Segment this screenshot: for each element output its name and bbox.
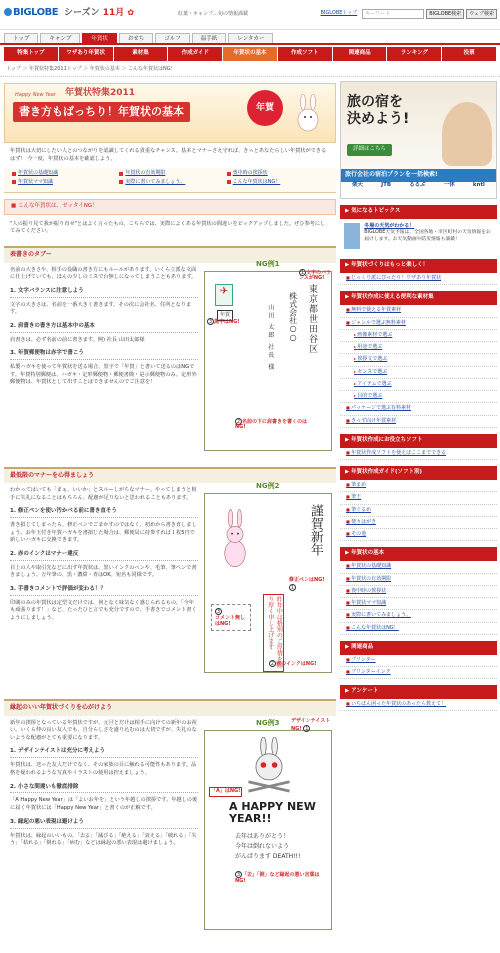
- side-s1-title: ▶ 年賀状づくりはもっと楽しく！: [340, 259, 497, 273]
- side-s7: [340, 699, 497, 711]
- side-s3: [340, 448, 497, 460]
- ad-headline: 旅の宿を 決めよう!: [347, 94, 410, 128]
- link-trivia[interactable]: 年賀状ママ知識: [12, 179, 113, 186]
- biglobe-search-button[interactable]: BIGLOBE検索: [426, 9, 464, 19]
- subtab-top[interactable]: 特集トップ: [4, 47, 58, 61]
- rabbit-card-icon: [213, 508, 257, 574]
- banner-hny: Happy New Year: [15, 92, 56, 99]
- ad-partner-logos: 楽天 JTB るるぶ 一休 kntl: [352, 182, 485, 189]
- subtab-ranking[interactable]: ランキング: [387, 47, 441, 61]
- section-2-text: わかってはいても「まぁ、いいか」とスルーしがちなマナー。やってしまうと相手に失礼になることはもちろん、配慮が足りないと思われることもあります。 1. 修正ペンを使い汚かべる前に書き直そう 書き損じてしまったら、修正ペンでごまかすのではなく、初めから書き直しましょう。お年玉付き年賀ハガキを書損じた場合は、郵便局に持参すれば１枚5円で新しいハガキに交換できます。 2. 赤のインクはマナー違反 目上の人や取引先などに出す年賀状は、黒いインクのペンや、毛筆、筆ペンで書きましょう。万年筆の、黒・濃紺・青はOK。宛名も同様です。 3. 手書きコメントで評価が変わる！？ 印刷のみの年賀状は定型文だけでは、何となく味気なく感じられるもの。「今年も頑張ります！」など、たったひと言でも充分ですので、手書きでコメント書くようにしましょう。: [10, 487, 197, 621]
- section-3: [4, 716, 336, 936]
- annot-red-ink: 2 赤のインクはNG!: [270, 661, 317, 668]
- ng-example-2-label: NG例2: [256, 482, 280, 491]
- card-line-1: 去年はありがとう！: [235, 832, 290, 840]
- page-title: 書き方もばっちり！年賀状の基本: [13, 102, 190, 122]
- hero-banner: [4, 83, 336, 143]
- side-link[interactable]: ■ 実際に書いてみましょう。: [340, 610, 497, 622]
- link-basics[interactable]: 年賀状の基礎知識: [12, 170, 113, 177]
- recipient-name: 山田 太郎 社長 様: [266, 303, 274, 372]
- link-practice[interactable]: 実際に書いてみましょう。: [119, 179, 220, 186]
- address-text: 東京都世田谷区: [307, 283, 318, 354]
- section-2-title: 最低限のマナーを心得ましょう: [4, 467, 336, 484]
- side-link[interactable]: ▸ 画像素材で選ぶ: [340, 330, 497, 342]
- sidebar: [340, 77, 497, 711]
- header-search: [321, 9, 498, 19]
- tab-golf[interactable]: ゴルフ: [155, 33, 190, 43]
- ng-heading: ■ こんな年賀状は、ゼッタイNG！: [4, 199, 336, 215]
- annot-balance: 1 文字のバランスがNG!: [299, 269, 332, 282]
- card-line-2: 今年は倒れないよう: [235, 842, 290, 850]
- side-s7-title: ▶ アンケート: [340, 685, 497, 699]
- side-s5: [340, 561, 497, 635]
- ng-example-3-label: NG例3: [256, 718, 280, 727]
- side-link[interactable]: ■ 筆ぐるめ: [340, 505, 497, 517]
- sub-tabs: [0, 45, 500, 63]
- link-ng[interactable]: こんな年賀状はNG！: [227, 179, 328, 186]
- side-link[interactable]: ■ 年賀状の有効期限: [340, 574, 497, 586]
- company-text: 株式会社○○: [288, 291, 298, 342]
- tab-rentacar[interactable]: レンタカー: [228, 33, 273, 43]
- section-1: [4, 259, 336, 463]
- search-input[interactable]: キーワード: [362, 9, 424, 19]
- section-2: [4, 483, 336, 695]
- skull-bunny-icon: [241, 737, 297, 793]
- side-s6-title: ▶ 関連商品: [340, 641, 497, 655]
- red-ink-message: 昨年中は格別のご厚情を賜り厚く申し上げます: [263, 594, 284, 672]
- side-link[interactable]: ■ 無料で使える年賀素材: [340, 305, 497, 317]
- section-1-title: 表書きのタブー: [4, 246, 336, 263]
- annot-design: デザインテイストNG! 1: [291, 717, 331, 732]
- tab-letter[interactable]: 温手紙: [192, 33, 227, 43]
- ad-model-photo: [442, 102, 492, 166]
- hny-card-text: A HAPPY NEW YEAR!!: [229, 799, 316, 825]
- side-link[interactable]: ■ 喪中時の挨拶状: [340, 586, 497, 598]
- tab-osechi[interactable]: おせち: [119, 33, 153, 43]
- side-link[interactable]: ■ 年賀状作成ソフトを使えばここまでできる: [340, 448, 497, 460]
- side-s2: [340, 305, 497, 428]
- side-link[interactable]: ▸ 用途で選ぶ: [340, 342, 497, 354]
- annot-correction-pen: 修正ペンはNG! 1: [289, 577, 325, 591]
- section-3-title: 縁起のいい年賀状づくりを心がけよう: [4, 699, 336, 716]
- lead-text: "人の振り見て我が振り直せ"とはよく言ったもの。こちらでは、実際によくある年賀状の間違いをピックアップしました。ぜひ参考にしてみてください。: [10, 220, 326, 235]
- travel-ad[interactable]: [340, 81, 497, 199]
- subtab-materials[interactable]: 素材集: [114, 47, 168, 61]
- season-title: シーズン 11月 ✿: [64, 8, 135, 18]
- logo-mark-icon: [4, 8, 12, 16]
- topic-photo: [344, 223, 360, 249]
- topics-title: ▶ 気になるトピックス: [340, 205, 497, 219]
- tab-top[interactable]: トップ: [4, 33, 38, 43]
- subtab-basics[interactable]: 年賀状の基本: [223, 47, 277, 61]
- annot-title-position: 2 名前の下に肩書きを書くのはNG!: [235, 418, 308, 431]
- annot-no-comment: 3 コメント無しはNG!: [211, 604, 251, 631]
- annot-black-ink: 3 黒字はNG!: [208, 318, 240, 325]
- side-s4-title: ▶ 年賀状作成ガイド(ソフト別): [340, 466, 497, 480]
- basics-link-grid: [4, 168, 336, 193]
- side-link[interactable]: ■ 楽々はがき: [340, 517, 497, 529]
- site-header: [0, 0, 500, 30]
- card-line-3: がんばります DEATH!!!: [235, 852, 301, 860]
- side-s1: [340, 273, 497, 285]
- side-link[interactable]: ■ プリンター: [340, 655, 497, 667]
- header-links[interactable]: 紅葉・キャンプ…旬の情報満載: [178, 11, 249, 17]
- side-link[interactable]: ■ 年賀状ママ知識: [340, 598, 497, 610]
- side-link[interactable]: ■ じっくり派にぴったり！ワザあり年賀状: [340, 273, 497, 285]
- crane-stamp-icon: ✈: [219, 285, 229, 297]
- side-link[interactable]: ▸ 目的で選ぶ: [340, 391, 497, 403]
- side-link[interactable]: ▸ センスで選ぶ: [340, 367, 497, 379]
- side-s6: [340, 655, 497, 680]
- subtab-wazaari[interactable]: ワザあり年賀状: [59, 47, 113, 61]
- topic-link[interactable]: 冬場の天気がわかる！: [364, 223, 415, 230]
- ad-strip[interactable]: 旅行会社の宿泊プランを一括検索!: [341, 169, 496, 182]
- stamp-box: [215, 284, 233, 306]
- subtab-guide[interactable]: 作成ガイド: [168, 47, 222, 61]
- intro-text: 年賀状は大切にしたい人とのつながりを認識してくれる貴重なチャンス。基本とマナーさえ守れば、きっとあなたらしい年賀状ができるはず！ 今一度、年賀状の基本を確認しよう。: [10, 148, 327, 162]
- maple-leaf-icon: ✿: [127, 8, 135, 17]
- annot-bad-words: 3 「去」「倒」など縁起の悪い言葉はNG!: [235, 871, 320, 884]
- side-link[interactable]: ■ きっず向け年賀素材: [340, 416, 497, 428]
- biglobe-top-link[interactable]: BIGLOBEトップ: [320, 10, 358, 17]
- ng-example-1-card: [204, 271, 332, 451]
- annot-a-article: 「A」はNG!: [209, 787, 242, 797]
- side-link[interactable]: ▸ 挨拶文で選ぶ: [340, 354, 497, 366]
- nenga-label: 年賀: [217, 310, 233, 321]
- section-3-text: 新年の挨拶となっている年賀状ですが、元旦とだけは相手に向けての新年のお祝い。いくら仲の良い友人でも、自分らしさを盛り込むのは大切ですが、失礼のないような配慮がとても重要になります。 1. デザインテイストは充分に考えよう 年賀状は、送った友人だけでなく、その家族の目に触れる可能性もあります。品格を疑われるような写真やイラストの使用は控えましょう。 2. 小さな間違いも徹底排除 「A Happy New Year」は「よいお年を」という年越しの挨拶です。年越しの後に届く年賀状には「Happy New Year」と書くのが正解です。 3. 縁起の悪い表現は避けよう 年賀状は、縁起のいいもの。「去る」「滅びる」「絶える」「衰える」「破れる」「失う」「枯れる」「倒れる」「病む」などは縁起の悪い表現は避けましょう。: [10, 719, 198, 847]
- link-mourning[interactable]: 喪中時の挨拶状: [227, 170, 328, 177]
- side-link[interactable]: ■ プリンターインク: [340, 667, 497, 679]
- main-tabs: [0, 30, 500, 45]
- side-link[interactable]: ■ ジャンルで選ぶ無料素材: [340, 318, 497, 330]
- side-link[interactable]: ■ こんな年賀状はNG！: [340, 623, 497, 635]
- subtab-software[interactable]: 作成ソフト: [278, 47, 332, 61]
- rabbit-illustration-icon: [293, 94, 323, 132]
- ng-example-1-label: NG例1: [256, 259, 280, 268]
- side-link[interactable]: ■ その他: [340, 529, 497, 541]
- section-1-text: 名前の大きさや、相手の役職の書き方にもルールがあります。いくら立派な文面に仕上げていても、ほんの少しのミスで台無しになってしまうこともあります。 1. 文字バランスに注意しよう 文字の大きさは、名前を一番大きく書きます。その次に会社名、住所となります。 2. 肩書きの書き方は基本中の基本 肩書きは、必ず名前の前に書きます。例) 社長 山田太郎様 3. 年賀郵便物は赤字で書こう 私製ハガキを使って年賀状を送る場合、黒字で「年賀」と書いて送るのはNGです。年賀特別郵便は、ハガキ・定形郵便物・郵便書簡・是示郵便物のみ。定形外郵便物は、年賀状として出すことはできませんのでご注意を！: [10, 266, 197, 386]
- side-link[interactable]: ■ パッケージで選ぶ有料素材: [340, 403, 497, 415]
- side-link[interactable]: ■ 筆まめ: [340, 480, 497, 492]
- subtab-vote[interactable]: 投票: [442, 47, 496, 61]
- tab-nengajo[interactable]: 年賀状: [82, 33, 117, 43]
- subtab-products[interactable]: 関連商品: [333, 47, 387, 61]
- topic-item: 冬場の天気がわかる！ BIGLOBE天気予報は、全国各地・市区町村の天気情報をお届けします。お天気動画や防災情報も満載！: [340, 219, 497, 253]
- side-s2-title: ▶ 年賀状作成に使える便利な素材集: [340, 291, 497, 305]
- biglobe-logo[interactable]: BIGLOBE: [4, 6, 58, 21]
- banner-subtitle: 年賀状特集2011: [65, 88, 136, 99]
- side-link[interactable]: ■ 筆王: [340, 492, 497, 504]
- web-search-button[interactable]: ウェブ検索: [466, 9, 497, 19]
- link-validity[interactable]: 年賀状の有効期限: [119, 170, 220, 177]
- tab-camp[interactable]: キャンプ: [40, 33, 80, 43]
- side-s5-title: ▶ 年賀状の基本: [340, 547, 497, 561]
- greeting-text: 謹賀新年: [307, 504, 323, 557]
- side-link[interactable]: ▸ アイテムで選ぶ: [340, 379, 497, 391]
- side-link[interactable]: ■ 年賀状の基礎知識: [340, 561, 497, 573]
- side-link[interactable]: ■ いちばん困った年賀状のあったら教えて！: [340, 699, 497, 711]
- nenga-seal: 年賀: [247, 90, 283, 126]
- main-column: [4, 77, 336, 936]
- ng-example-2-card: [204, 493, 332, 673]
- side-s4: [340, 480, 497, 541]
- breadcrumb[interactable]: トップ ＞ 年賀状特集2011トップ ＞ 年賀状の基本 ＞ こんな年賀状はNG！: [0, 63, 500, 77]
- ad-detail-button[interactable]: 詳細はこちら: [347, 144, 392, 156]
- side-s3-title: ▶ 年賀状作成にお役立ちソフト: [340, 434, 497, 448]
